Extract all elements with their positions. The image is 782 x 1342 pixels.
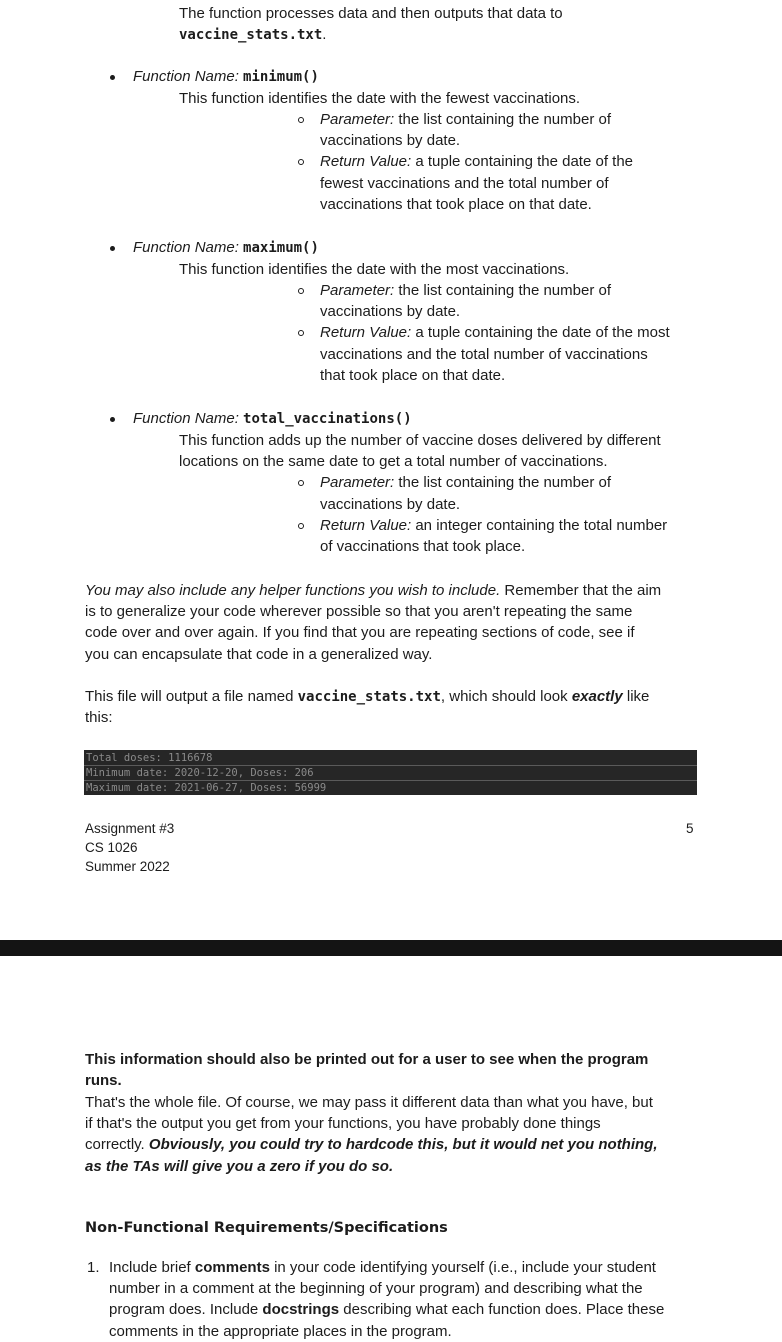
param-line: Parameter: the list containing the number of <box>320 111 611 128</box>
nfr-item-line: program does. Include docstrings describing what each function does. Place these <box>109 1301 665 1318</box>
footer-course: CS 1026 <box>85 840 138 855</box>
output-filename: vaccine_stats.txt <box>179 27 323 43</box>
sub-bullet-icon <box>298 159 304 165</box>
param-line: vaccinations by date. <box>320 303 461 320</box>
return-line: fewest vaccinations and the total number of <box>320 175 609 192</box>
function-desc: This function identifies the date with the most vaccinations. <box>179 261 570 278</box>
page-number: 5 <box>686 821 694 836</box>
sub-bullet-icon <box>298 330 304 336</box>
function-heading-total: Function Name: total_vaccinations() <box>133 410 412 427</box>
footer-assignment: Assignment #3 <box>85 821 175 836</box>
bullet-icon <box>110 75 115 80</box>
function-heading-minimum: Function Name: minimum() <box>133 68 319 85</box>
return-line: of vaccinations that took place. <box>320 538 526 555</box>
return-line: Return Value: an integer containing the total number <box>320 517 668 534</box>
function-desc: This function identifies the date with the fewest vaccinations. <box>179 90 581 107</box>
bullet-icon <box>110 417 115 422</box>
function-desc: locations on the same date to get a total number of vaccinations. <box>179 453 608 470</box>
intro-line: The function processes data and then outputs that data to <box>179 5 563 22</box>
footer-term: Summer 2022 <box>85 859 170 874</box>
sub-bullet-icon <box>298 523 304 529</box>
console-line: Minimum date: 2020-12-20, Doses: 206 <box>86 767 314 779</box>
nfr-heading: Non-Functional Requirements/Specifications <box>85 1220 448 1236</box>
printed-note-line: runs. <box>85 1072 122 1089</box>
whole-file-line: if that's the output you get from your functions, you have probably done things <box>85 1115 601 1132</box>
helper-paragraph-line: you can encapsulate that code in a generalized way. <box>85 646 433 663</box>
nfr-item-line: Include brief comments in your code identifying yourself (i.e., include your student <box>109 1259 656 1276</box>
return-line: vaccinations that took place on that date. <box>320 196 592 213</box>
nfr-item-line: number in a comment at the beginning of your program) and describing what the <box>109 1280 643 1297</box>
output-paragraph-line: This file will output a file named vaccine_stats.txt, which should look exactly like <box>85 688 650 705</box>
helper-paragraph-line: code over and over again. If you find that you are repeating sections of code, see if <box>85 624 635 641</box>
helper-paragraph-line: You may also include any helper functions you wish to include. Remember that the aim <box>85 582 662 599</box>
whole-file-line: correctly. Obviously, you could try to hardcode this, but it would net you nothing, <box>85 1136 658 1153</box>
function-heading-maximum: Function Name: maximum() <box>133 239 319 256</box>
sub-bullet-icon <box>298 117 304 123</box>
console-output <box>84 750 697 795</box>
console-line: Maximum date: 2021-06-27, Doses: 56999 <box>86 782 327 794</box>
param-line: Parameter: the list containing the number of <box>320 282 611 299</box>
param-line: vaccinations by date. <box>320 132 461 149</box>
page-break <box>0 940 782 956</box>
helper-paragraph-line: is to generalize your code wherever possible so that you aren't repeating the same <box>85 603 633 620</box>
nfr-item-line: comments in the appropriate places in the program. <box>109 1323 452 1340</box>
output-paragraph-line: this: <box>85 709 113 726</box>
return-line: Return Value: a tuple containing the date of the <box>320 153 634 170</box>
return-line: vaccinations and the total number of vaccinations <box>320 346 648 363</box>
whole-file-line: as the TAs will give you a zero if you do so. <box>85 1158 394 1175</box>
function-desc: This function adds up the number of vaccine doses delivered by different <box>179 432 661 449</box>
whole-file-line: That's the whole file. Of course, we may pass it different data than what you have, but <box>85 1094 653 1111</box>
return-line: that took place on that date. <box>320 367 506 384</box>
param-line: Parameter: the list containing the number of <box>320 474 611 491</box>
bullet-icon <box>110 246 115 251</box>
return-line: Return Value: a tuple containing the date of the most <box>320 324 670 341</box>
console-line: Total doses: 1116678 <box>86 752 213 764</box>
sub-bullet-icon <box>298 480 304 486</box>
printed-note-line: This information should also be printed out for a user to see when the program <box>85 1051 649 1068</box>
param-line: vaccinations by date. <box>320 496 461 513</box>
nfr-item-number: 1. <box>87 1259 100 1276</box>
sub-bullet-icon <box>298 288 304 294</box>
intro-file-line: vaccine_stats.txt. <box>179 26 327 43</box>
